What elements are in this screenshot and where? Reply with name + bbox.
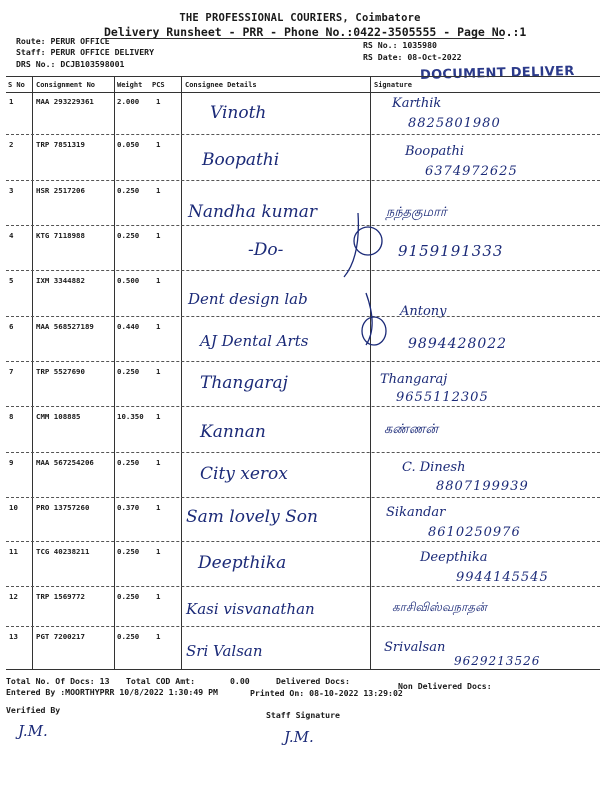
- row-sno: 10: [9, 503, 18, 512]
- row-separator: [6, 316, 600, 317]
- col-header-consignment: Consignment No: [36, 81, 96, 89]
- row-pcs: 1: [156, 503, 161, 512]
- staff-label: Staff: PERUR OFFICE DELIVERY: [16, 47, 155, 57]
- col-divider: [370, 77, 371, 669]
- row-weight: 0.250: [117, 592, 140, 601]
- receiver-phone: 9655112305: [396, 390, 489, 405]
- receiver-phone: 9944145545: [456, 570, 549, 585]
- receiver-signature: Deepthika: [420, 550, 488, 565]
- non-delivered-docs: Non Delivered Docs:: [398, 681, 492, 691]
- consignee-name: Sam lovely Son: [186, 507, 318, 527]
- receiver-phone: 8807199939: [436, 479, 529, 494]
- row-consignment: TCG 40238211: [36, 547, 90, 556]
- row-separator: [6, 626, 600, 627]
- table-bottom-border: [6, 669, 600, 670]
- receiver-signature: Boopathi: [405, 144, 465, 159]
- consignee-name: City xerox: [200, 464, 288, 484]
- consignee-name: Sri Valsan: [186, 642, 263, 660]
- receiver-phone: 6374972625: [425, 164, 518, 179]
- row-pcs: 1: [156, 458, 161, 467]
- verified-initials: J.M.: [18, 722, 48, 740]
- row-pcs: 1: [156, 97, 161, 106]
- row-pcs: 1: [156, 632, 161, 641]
- consignee-name: Deepthika: [198, 553, 287, 573]
- row-sno: 12: [9, 592, 18, 601]
- row-weight: 0.250: [117, 547, 140, 556]
- row-weight: 0.250: [117, 186, 140, 195]
- row-weight: 0.440: [117, 322, 140, 331]
- route-label: Route: PERUR OFFICE: [16, 36, 110, 46]
- verified-by-label: Verified By: [6, 705, 61, 715]
- row-separator: [6, 541, 600, 542]
- col-divider: [114, 77, 115, 669]
- col-divider: [32, 77, 33, 669]
- row-weight: 0.250: [117, 367, 140, 376]
- row-weight: 0.250: [117, 632, 140, 641]
- document-delivery-stamp: DOCUMENT DELIVER: [419, 63, 575, 84]
- row-separator: [6, 497, 600, 498]
- col-divider: [181, 77, 182, 669]
- row-consignment: MAA 568527189: [36, 322, 94, 331]
- row-pcs: 1: [156, 412, 161, 421]
- receiver-signature: கண்ணன்: [384, 422, 439, 437]
- row-pcs: 1: [156, 140, 161, 149]
- row-consignment: TRP 5527690: [36, 367, 85, 376]
- total-cod-amount: 0.00: [230, 676, 250, 686]
- runsheet-subtitle: Delivery Runsheet - PRR - Phone No.:0422-3505555 - Page No.:1: [104, 25, 527, 39]
- subtitle-underline: [104, 38, 504, 39]
- total-cod-label: Total COD Amt:: [126, 676, 196, 686]
- staff-signature-label: Staff Signature: [266, 710, 340, 720]
- col-header-consignee: Consignee Details: [185, 81, 257, 89]
- row-pcs: 1: [156, 592, 161, 601]
- row-consignment: IXM 3344882: [36, 276, 85, 285]
- consignee-name: -Do-: [248, 240, 284, 260]
- row-sno: 2: [9, 140, 14, 149]
- table-header-border: [6, 92, 600, 93]
- row-separator: [6, 586, 600, 587]
- row-weight: 0.500: [117, 276, 140, 285]
- row-weight: 2.000: [117, 97, 140, 106]
- consignee-name: Dent design lab: [188, 290, 308, 308]
- row-separator: [6, 225, 600, 226]
- receiver-signature: Antony: [400, 304, 447, 319]
- row-consignment: KTG 7118988: [36, 231, 85, 240]
- row-consignment: MAA 567254206: [36, 458, 94, 467]
- consignee-name: Kannan: [200, 422, 266, 442]
- row-sno: 6: [9, 322, 14, 331]
- consignee-name: Boopathi: [202, 150, 280, 170]
- row-sno: 5: [9, 276, 14, 285]
- row-weight: 0.370: [117, 503, 140, 512]
- receiver-signature: Sikandar: [386, 505, 446, 520]
- consignee-name: Kasi visvanathan: [186, 600, 315, 618]
- receiver-signature: நந்தகுமார்: [386, 205, 447, 220]
- table-top-border: [6, 76, 600, 77]
- col-header-signature: Signature: [374, 81, 412, 89]
- document-title: THE PROFESSIONAL COURIERS, Coimbatore: [179, 12, 421, 24]
- row-sno: 11: [9, 547, 18, 556]
- printed-on: Printed On: 08-10-2022 13:29:02: [250, 688, 403, 698]
- receiver-phone: 8825801980: [408, 116, 501, 131]
- row-sno: 7: [9, 367, 14, 376]
- row-consignment: TRP 7851319: [36, 140, 85, 149]
- consignee-name: Nandha kumar: [188, 202, 317, 222]
- row-separator: [6, 406, 600, 407]
- row-separator: [6, 452, 600, 453]
- row-sno: 13: [9, 632, 18, 641]
- row-weight: 0.050: [117, 140, 140, 149]
- row-weight: 0.250: [117, 231, 140, 240]
- row-consignment: PGT 7200217: [36, 632, 85, 641]
- row-pcs: 1: [156, 367, 161, 376]
- row-consignment: PRO 13757260: [36, 503, 90, 512]
- row-separator: [6, 180, 600, 181]
- col-header-sno: S No: [8, 81, 25, 89]
- receiver-phone: 9159191333: [398, 242, 504, 260]
- row-consignment: MAA 293229361: [36, 97, 94, 106]
- consignee-name: Vinoth: [210, 103, 267, 123]
- row-separator: [6, 270, 600, 271]
- row-pcs: 1: [156, 322, 161, 331]
- rs-date: RS Date: 08-Oct-2022: [363, 52, 462, 62]
- row-pcs: 1: [156, 186, 161, 195]
- col-header-weight: Weight: [117, 81, 143, 89]
- handwritten-bracket-marks: [330, 205, 390, 355]
- row-weight: 0.250: [117, 458, 140, 467]
- row-sno: 3: [9, 186, 14, 195]
- receiver-phone: 9894428022: [408, 336, 508, 352]
- row-sno: 1: [9, 97, 14, 106]
- row-pcs: 1: [156, 547, 161, 556]
- rs-number: RS No.: 1035980: [363, 40, 437, 50]
- row-separator: [6, 361, 600, 362]
- staff-initials: J.M.: [284, 728, 314, 746]
- receiver-signature: Thangaraj: [380, 372, 448, 387]
- total-docs: Total No. Of Docs: 13: [6, 676, 110, 686]
- drs-number: DRS No.: DCJB103598001: [16, 59, 125, 69]
- row-consignment: TRP 1569772: [36, 592, 85, 601]
- row-pcs: 1: [156, 231, 161, 240]
- receiver-signature: Karthik: [392, 96, 442, 111]
- receiver-phone: 9629213526: [454, 654, 541, 668]
- consignee-name: Thangaraj: [200, 373, 288, 393]
- receiver-signature: Srivalsan: [384, 640, 446, 655]
- receiver-signature: காசிவிஸ்வநாதன்: [392, 600, 487, 614]
- row-sno: 9: [9, 458, 14, 467]
- entered-by: Entered By :MOORTHYPRR 10/8/2022 1:30:49 PM: [6, 687, 218, 697]
- receiver-phone: 8610250976: [428, 525, 521, 540]
- row-pcs: 1: [156, 276, 161, 285]
- row-sno: 4: [9, 231, 14, 240]
- row-weight: 10.350: [117, 412, 144, 421]
- col-header-pcs: PCS: [152, 81, 165, 89]
- row-consignment: CMM 108885: [36, 412, 81, 421]
- consignee-name: AJ Dental Arts: [200, 332, 309, 350]
- receiver-signature: C. Dinesh: [402, 460, 466, 475]
- delivered-docs: Delivered Docs:: [276, 676, 350, 686]
- row-consignment: HSR 2517206: [36, 186, 85, 195]
- row-separator: [6, 134, 600, 135]
- row-sno: 8: [9, 412, 14, 421]
